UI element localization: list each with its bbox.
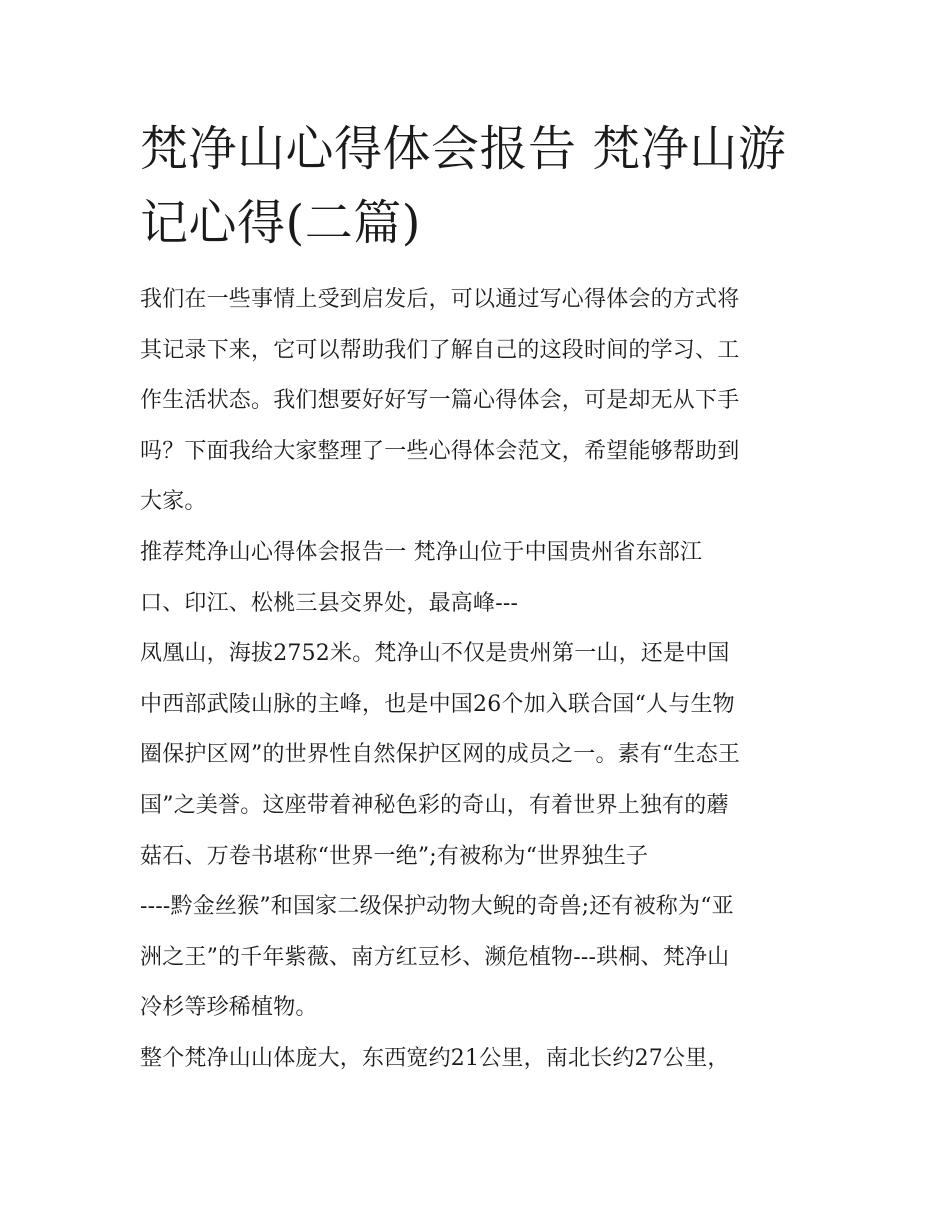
document-body bbox=[140, 275, 830, 1085]
body-line: 推荐梵净山心得体会报告一 梵净山位于中国贵州省东部江 bbox=[140, 539, 703, 565]
body-line: ----黔金丝猴”和国家二级保护动物大鲵的奇兽;还有被称为“亚 bbox=[140, 894, 734, 920]
body-line: 整个梵净山山体庞大，东西宽约21公里，南北长约27公里， bbox=[140, 1045, 730, 1071]
body-line: 菇石、万卷书堪称“世界一绝”;有被称为“世界独生子 bbox=[140, 843, 649, 869]
body-line: 吗？下面我给大家整理了一些心得体会范文，希望能够帮助到 bbox=[140, 438, 740, 464]
body-line: 大家。 bbox=[140, 489, 207, 515]
body-line: 作生活状态。我们想要好好写一篇心得体会，可是却无从下手 bbox=[140, 388, 740, 414]
document-title bbox=[140, 112, 830, 260]
body-line: 圈保护区网”的世界性自然保护区网的成员之一。素有“生态王 bbox=[140, 742, 741, 768]
body-line: 中西部武陵山脉的主峰，也是中国26个加入联合国“人与生物 bbox=[140, 691, 735, 717]
body-line: 口、印江、松桃三县交界处，最高峰--- bbox=[140, 590, 519, 616]
body-line: 我们在一些事情上受到启发后，可以通过写心得体会的方式将 bbox=[140, 287, 740, 312]
title-line: 梵净山心得体会报告 梵净山游 bbox=[140, 121, 787, 177]
body-line: 凤凰山，海拔2752米。梵净山不仅是贵州第一山，还是中国 bbox=[140, 641, 730, 667]
title-line: 记心得(二篇) bbox=[140, 195, 421, 251]
body-line: 其记录下来，它可以帮助我们了解自己的这段时间的学习、工 bbox=[140, 337, 740, 363]
body-line: 国”之美誉。这座带着神秘色彩的奇山，有着世界上独有的蘑 bbox=[140, 792, 729, 818]
body-line: 冷杉等珍稀植物。 bbox=[140, 995, 318, 1021]
body-line: 洲之王”的千年紫薇、南方红豆杉、濒危植物---珙桐、梵净山 bbox=[140, 944, 730, 970]
